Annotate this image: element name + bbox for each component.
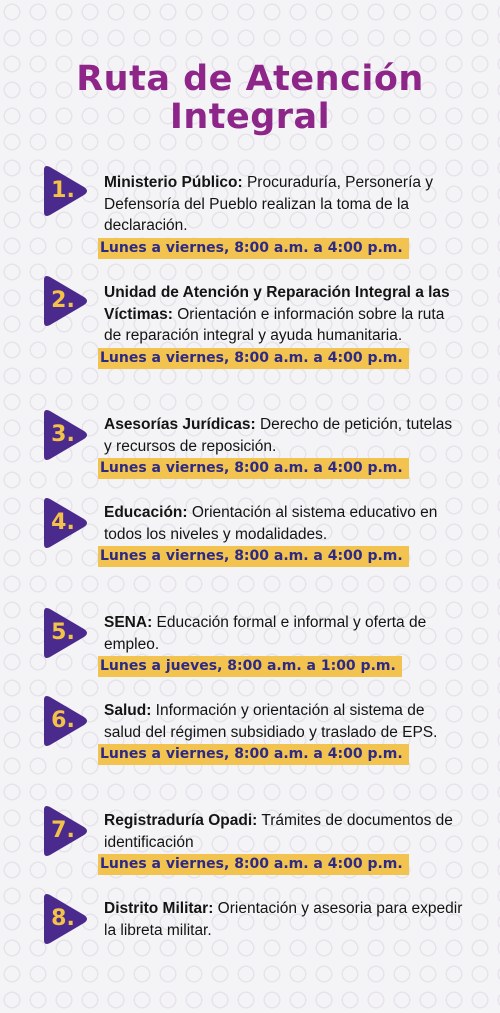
step-text — [104, 898, 464, 941]
step-number: 2. — [51, 288, 75, 313]
step-name: Salud: — [104, 702, 152, 719]
step-description: Orientación y asesoria para expedir la libreta militar. — [104, 900, 463, 939]
step-number: 1. — [51, 178, 75, 203]
step-description: Trámites de documentos de identificación — [104, 812, 453, 851]
step-hours: Lunes a viernes, 8:00 a.m. a 4:00 p.m. — [98, 854, 409, 875]
title-line-2: Integral — [169, 97, 331, 137]
step-hours: Lunes a viernes, 8:00 a.m. a 4:00 p.m. — [98, 348, 409, 369]
step-badge — [38, 496, 88, 550]
step-description: Orientación al sistema educativo en todos los niveles y modalidades. — [104, 504, 438, 543]
step-description: Procuraduría, Personería y Defensoría del Pueblo realizan la toma de la declaración. — [104, 174, 434, 234]
step-description: Información y orientación al sistema de salud del régimen subsidiado y traslado de EPS. — [104, 702, 438, 741]
step-text — [100, 414, 464, 479]
step-number: 6. — [51, 708, 75, 733]
step-number: 7. — [51, 818, 75, 843]
step-hours: Lunes a viernes, 8:00 a.m. a 4:00 p.m. — [98, 546, 409, 567]
title-line-1: Ruta de Atención — [76, 59, 424, 99]
step-name: Distrito Militar: — [104, 900, 214, 917]
step-badge — [38, 892, 88, 946]
step-name: Educación: — [104, 504, 188, 521]
step-number: 4. — [51, 510, 75, 535]
step-name: Asesorías Jurídicas: — [104, 416, 256, 433]
step-badge — [38, 606, 88, 660]
step-text — [100, 172, 464, 259]
step-hours: Lunes a jueves, 8:00 a.m. a 1:00 p.m. — [98, 656, 402, 677]
step-name: SENA: — [104, 614, 153, 631]
step-description: Derecho de petición, tutelas y recursos de reposición. — [104, 416, 453, 455]
step-name: Ministerio Público: — [104, 174, 243, 191]
step-text — [100, 700, 464, 765]
step-text — [100, 282, 464, 369]
step-hours: Lunes a viernes, 8:00 a.m. a 4:00 p.m. — [98, 744, 409, 765]
step-badge — [38, 694, 88, 748]
step-number: 5. — [51, 620, 75, 645]
step-hours: Lunes a viernes, 8:00 a.m. a 4:00 p.m. — [98, 458, 409, 479]
step-badge — [38, 274, 88, 328]
page-title — [0, 60, 500, 136]
step-name: Registraduría Opadi: — [104, 812, 258, 829]
step-badge — [38, 408, 88, 462]
step-hours: Lunes a viernes, 8:00 a.m. a 4:00 p.m. — [98, 238, 409, 259]
step-badge — [38, 164, 88, 218]
step-name: Unidad de Atención y Reparación Integral a las Víctimas: — [104, 284, 450, 323]
step-number: 8. — [51, 906, 75, 931]
step-text — [100, 502, 464, 567]
step-description: Orientación e información sobre la ruta de reparación integral y ayuda humanitaria. — [104, 305, 445, 344]
step-text — [100, 810, 464, 875]
step-number: 3. — [51, 422, 75, 447]
step-description: Educación formal e informal y oferta de empleo. — [104, 614, 427, 653]
step-badge — [38, 804, 88, 858]
step-text — [100, 612, 464, 677]
